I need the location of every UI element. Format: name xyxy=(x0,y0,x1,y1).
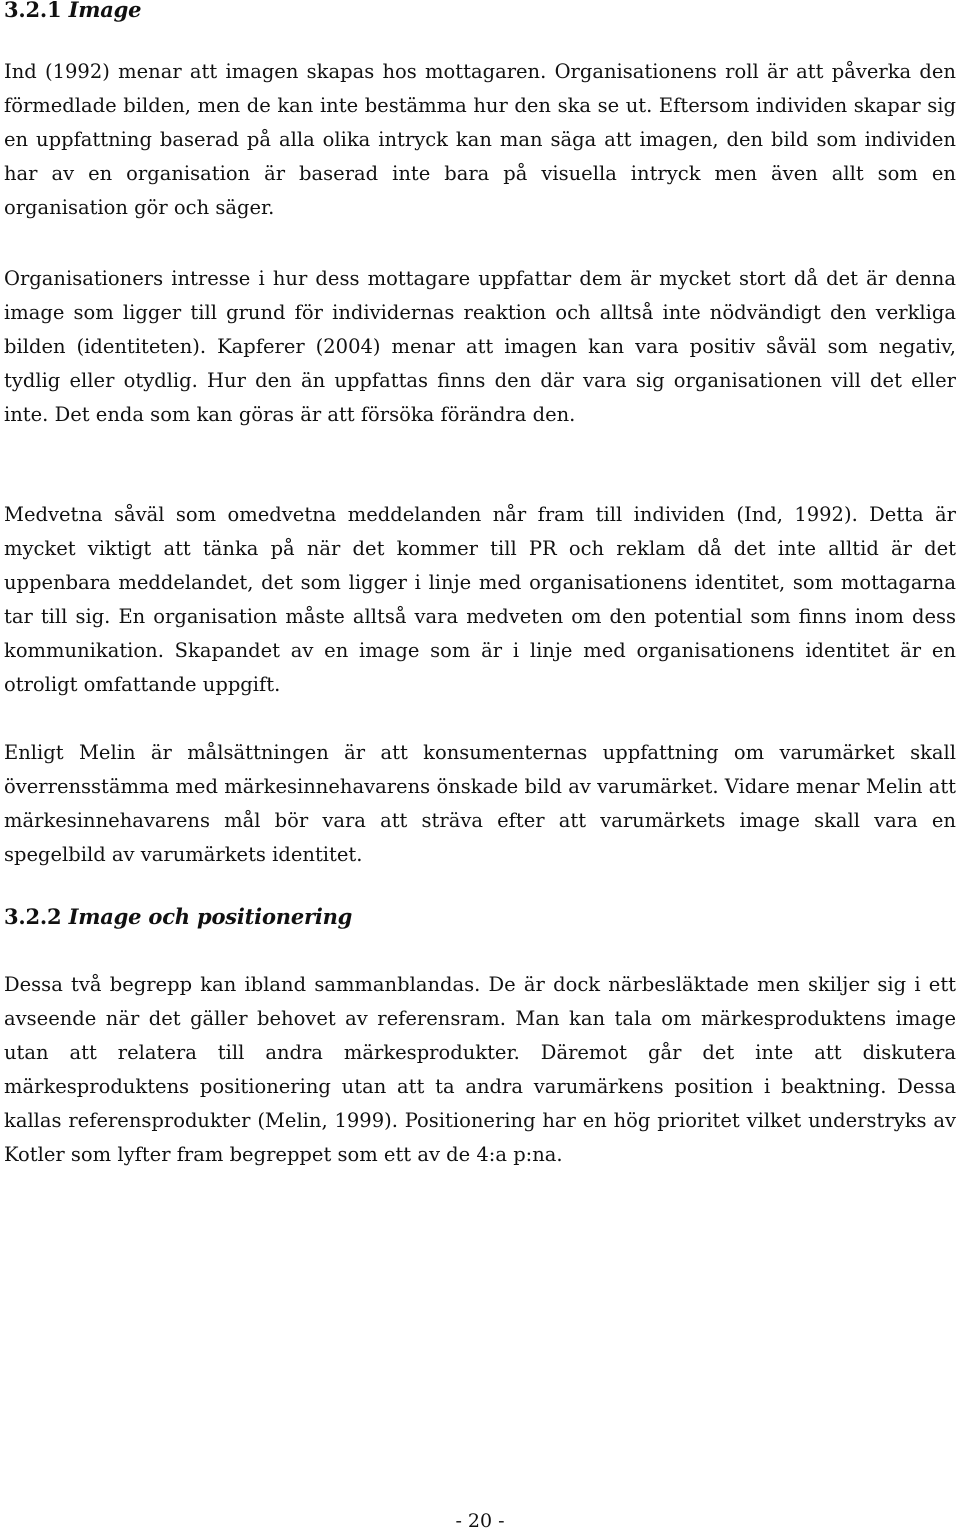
section-heading-image-positioning xyxy=(4,903,352,931)
paragraph: Enligt Melin är målsättningen är att konsumenternas uppfattning om varumärket skall överrensstämma med märkesinnehavarens önskade bild av varumärket. Vidare menar Melin att märkesinnehavarens mål bör vara att sträva efter att varumärkets image skall vara en spegelbild av varumärkets identitet. xyxy=(4,741,956,866)
section-title: Image xyxy=(68,0,142,22)
paragraph: Ind (1992) menar att imagen skapas hos mottagaren. Organisationens roll är att påverka den förmedlade bilden, men de kan inte bestämma hur den ska se ut. Eftersom individen skapar sig en uppfattning baserad på alla olika intryck kan man säga att imagen, den bild som individen har av en organisation är baserad inte bara på visuella intryck men även allt som en organisation gör och säger. xyxy=(4,60,956,219)
section-heading-image xyxy=(4,0,141,24)
paragraph: Medvetna såväl som omedvetna meddelanden når fram till individen (Ind, 1992). Detta är mycket viktigt att tänka på när det kommer till PR och reklam då det inte alltid är det uppenbara meddelandet, det som ligger i linje med organisationens identitet, som mottagarna tar till sig. En organisation måste alltså vara medveten om den potential som finns inom dess kommunikation. Skapandet av en image som är i linje med organisationens identitet är en otroligt omfattande uppgift. xyxy=(4,503,956,696)
paragraph: Dessa två begrepp kan ibland sammanblandas. De är dock närbesläktade men skiljer sig i ett avseende när det gäller behovet av referensram. Man kan tala om märkesproduktens image utan att relatera till andra märkesprodukter. Däremot går det inte att diskutera märkesproduktens positionering utan att ta andra varumärkens position i beaktning. Dessa kallas referensprodukter (Melin, 1999). Positionering har en hög prioritet vilket understryks av Kotler som lyfter fram begreppet som ett av de 4:a p:na. xyxy=(4,973,956,1166)
page-number: - 20 - xyxy=(455,1510,505,1532)
section-title: Image och positionering xyxy=(68,904,353,929)
section-number: 3.2.1 xyxy=(4,0,62,22)
paragraph: Organisationers intresse i hur dess mottagare uppfattar dem är mycket stort då det är denna image som ligger till grund för individernas reaktion och alltså inte nödvändigt den verkliga bilden (identiteten). Kapferer (2004) menar att imagen kan vara positiv såväl som negativ, tydlig eller otydlig. Hur den än uppfattas finns den där vara sig organisationen vill det eller inte. Det enda som kan göras är att försöka förändra den. xyxy=(4,267,956,426)
section-number: 3.2.2 xyxy=(4,904,62,929)
